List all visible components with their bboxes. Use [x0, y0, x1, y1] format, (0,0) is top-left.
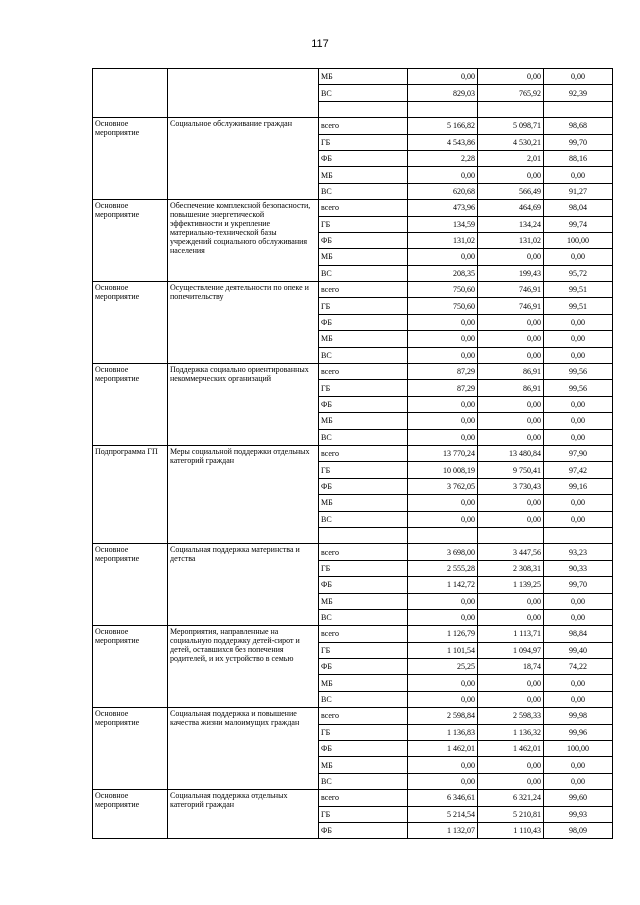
funding-source-cell: ВС [319, 609, 408, 625]
plan-value-cell: 134,59 [408, 216, 478, 232]
program-name-cell: Мероприятия, направленные на социальную поддержку детей-сирот и детей, оставшихся без попечения родителей, и их устройство в семью [168, 626, 319, 708]
percent-cell: 98,68 [544, 118, 613, 134]
funding-source-cell: ВС [319, 183, 408, 199]
percent-cell: 0,00 [544, 675, 613, 691]
plan-value-cell: 0,00 [408, 757, 478, 773]
percent-cell: 98,04 [544, 200, 613, 216]
funding-source-cell: ФБ [319, 741, 408, 757]
plan-value-cell: 1 101,54 [408, 642, 478, 658]
fact-value-cell: 18,74 [478, 659, 544, 675]
percent-cell: 0,00 [544, 331, 613, 347]
plan-value-cell: 4 543,86 [408, 134, 478, 150]
percent-cell: 0,00 [544, 69, 613, 85]
funding-source-cell: МБ [319, 495, 408, 511]
percent-cell: 0,00 [544, 413, 613, 429]
fact-value-cell: 0,00 [478, 495, 544, 511]
percent-cell: 95,72 [544, 265, 613, 281]
program-type-cell: Основное мероприятие [93, 626, 168, 708]
fact-value-cell: 0,00 [478, 757, 544, 773]
fact-value-cell: 0,00 [478, 167, 544, 183]
funding-source-cell: ГБ [319, 298, 408, 314]
plan-value-cell: 0,00 [408, 347, 478, 363]
percent-cell: 97,90 [544, 445, 613, 461]
program-name-cell: Социальная поддержка материнства и детства [168, 544, 319, 626]
funding-source-cell: ВС [319, 265, 408, 281]
percent-cell: 99,56 [544, 380, 613, 396]
plan-value-cell: 1 136,83 [408, 724, 478, 740]
plan-value-cell: 2,28 [408, 150, 478, 166]
table-row [93, 708, 613, 724]
plan-value-cell: 131,02 [408, 232, 478, 248]
funding-source-cell: МБ [319, 675, 408, 691]
funding-source-cell: ГБ [319, 462, 408, 478]
plan-value-cell: 5 214,54 [408, 806, 478, 822]
program-type-cell: Основное мероприятие [93, 708, 168, 790]
program-name-cell: Обеспечение комплексной безопасности, повышение энергетической эффективности и укрепление материально-технической базы учреждений социального обслуживания населения [168, 200, 319, 282]
fact-value-cell: 0,00 [478, 413, 544, 429]
plan-value-cell: 0,00 [408, 675, 478, 691]
percent-cell: 98,84 [544, 626, 613, 642]
funding-source-cell: ВС [319, 691, 408, 707]
percent-cell: 0,00 [544, 495, 613, 511]
fact-value-cell: 0,00 [478, 249, 544, 265]
funding-source-cell [319, 527, 408, 543]
funding-source-cell: всего [319, 544, 408, 560]
plan-value-cell: 1 462,01 [408, 741, 478, 757]
funding-source-cell: ФБ [319, 822, 408, 838]
plan-value-cell: 0,00 [408, 495, 478, 511]
plan-value-cell: 0,00 [408, 593, 478, 609]
percent-cell: 90,33 [544, 560, 613, 576]
funding-source-cell: ГБ [319, 216, 408, 232]
fact-value-cell: 0,00 [478, 314, 544, 330]
program-name-cell: Осуществление деятельности по опеке и попечительству [168, 282, 319, 364]
table-row [93, 626, 613, 642]
fact-value-cell: 0,00 [478, 593, 544, 609]
plan-value-cell: 0,00 [408, 167, 478, 183]
percent-cell: 99,56 [544, 364, 613, 380]
funding-source-cell: ВС [319, 429, 408, 445]
percent-cell: 99,51 [544, 298, 613, 314]
table-row [93, 200, 613, 216]
program-type-cell: Основное мероприятие [93, 364, 168, 446]
program-type-cell [93, 69, 168, 118]
fact-value-cell: 746,91 [478, 282, 544, 298]
fact-value-cell: 0,00 [478, 347, 544, 363]
plan-value-cell: 0,00 [408, 429, 478, 445]
funding-source-cell: всего [319, 626, 408, 642]
program-type-cell: Основное мероприятие [93, 200, 168, 282]
funding-source-cell: ФБ [319, 314, 408, 330]
fact-value-cell: 0,00 [478, 69, 544, 85]
percent-cell: 99,96 [544, 724, 613, 740]
fact-value-cell: 0,00 [478, 675, 544, 691]
funding-source-cell: ФБ [319, 150, 408, 166]
funding-source-cell: МБ [319, 757, 408, 773]
funding-source-cell: МБ [319, 249, 408, 265]
percent-cell: 0,00 [544, 429, 613, 445]
plan-value-cell: 0,00 [408, 69, 478, 85]
fact-value-cell: 2,01 [478, 150, 544, 166]
plan-value-cell: 473,96 [408, 200, 478, 216]
fact-value-cell: 566,49 [478, 183, 544, 199]
fact-value-cell: 2 598,33 [478, 708, 544, 724]
plan-value-cell [408, 101, 478, 117]
funding-source-cell: МБ [319, 69, 408, 85]
plan-value-cell: 3 762,05 [408, 478, 478, 494]
funding-source-cell: ВС [319, 773, 408, 789]
funding-source-cell: ГБ [319, 806, 408, 822]
plan-value-cell: 750,60 [408, 298, 478, 314]
funding-source-cell: всего [319, 364, 408, 380]
table-row [93, 364, 613, 380]
fact-value-cell: 86,91 [478, 380, 544, 396]
program-type-cell: Основное мероприятие [93, 118, 168, 200]
percent-cell: 93,23 [544, 544, 613, 560]
fact-value-cell: 1 113,71 [478, 626, 544, 642]
percent-cell: 0,00 [544, 396, 613, 412]
fact-value-cell: 1 462,01 [478, 741, 544, 757]
table-row [93, 282, 613, 298]
fact-value-cell: 0,00 [478, 609, 544, 625]
budget-table [92, 68, 613, 839]
plan-value-cell: 0,00 [408, 691, 478, 707]
percent-cell: 99,51 [544, 282, 613, 298]
fact-value-cell: 9 750,41 [478, 462, 544, 478]
fact-value-cell: 1 110,43 [478, 822, 544, 838]
percent-cell: 0,00 [544, 609, 613, 625]
plan-value-cell: 0,00 [408, 609, 478, 625]
plan-value-cell: 829,03 [408, 85, 478, 101]
program-type-cell: Подпрограмма ГП [93, 445, 168, 543]
funding-source-cell: всего [319, 282, 408, 298]
plan-value-cell: 0,00 [408, 314, 478, 330]
program-name-cell: Социальная поддержка и повышение качества жизни малоимущих граждан [168, 708, 319, 790]
plan-value-cell: 25,25 [408, 659, 478, 675]
funding-source-cell: ФБ [319, 396, 408, 412]
plan-value-cell: 6 346,61 [408, 790, 478, 806]
percent-cell: 0,00 [544, 773, 613, 789]
percent-cell: 98,09 [544, 822, 613, 838]
percent-cell: 99,70 [544, 134, 613, 150]
percent-cell: 100,00 [544, 232, 613, 248]
percent-cell: 0,00 [544, 347, 613, 363]
funding-source-cell: МБ [319, 413, 408, 429]
percent-cell: 99,16 [544, 478, 613, 494]
funding-source-cell: всего [319, 790, 408, 806]
funding-source-cell: ГБ [319, 724, 408, 740]
funding-source-cell [319, 101, 408, 117]
fact-value-cell: 0,00 [478, 396, 544, 412]
percent-cell: 99,74 [544, 216, 613, 232]
fact-value-cell: 5 098,71 [478, 118, 544, 134]
plan-value-cell: 0,00 [408, 331, 478, 347]
funding-source-cell: МБ [319, 167, 408, 183]
fact-value-cell: 134,24 [478, 216, 544, 232]
fact-value-cell: 746,91 [478, 298, 544, 314]
plan-value-cell: 0,00 [408, 773, 478, 789]
percent-cell: 92,39 [544, 85, 613, 101]
funding-source-cell: ФБ [319, 577, 408, 593]
percent-cell: 99,60 [544, 790, 613, 806]
fact-value-cell: 1 094,97 [478, 642, 544, 658]
plan-value-cell: 2 555,28 [408, 560, 478, 576]
fact-value-cell: 131,02 [478, 232, 544, 248]
plan-value-cell: 1 142,72 [408, 577, 478, 593]
plan-value-cell: 1 126,79 [408, 626, 478, 642]
funding-source-cell: ФБ [319, 478, 408, 494]
plan-value-cell: 13 770,24 [408, 445, 478, 461]
fact-value-cell: 3 730,43 [478, 478, 544, 494]
fact-value-cell: 1 136,32 [478, 724, 544, 740]
percent-cell: 99,98 [544, 708, 613, 724]
percent-cell: 0,00 [544, 167, 613, 183]
program-name-cell: Социальное обслуживание граждан [168, 118, 319, 200]
funding-source-cell: ФБ [319, 232, 408, 248]
plan-value-cell: 87,29 [408, 380, 478, 396]
percent-cell: 74,22 [544, 659, 613, 675]
fact-value-cell: 199,43 [478, 265, 544, 281]
funding-source-cell: ГБ [319, 380, 408, 396]
fact-value-cell: 0,00 [478, 331, 544, 347]
plan-value-cell: 1 132,07 [408, 822, 478, 838]
fact-value-cell: 0,00 [478, 691, 544, 707]
fact-value-cell [478, 527, 544, 543]
plan-value-cell: 5 166,82 [408, 118, 478, 134]
page-number: 117 [311, 38, 329, 50]
percent-cell: 0,00 [544, 757, 613, 773]
fact-value-cell: 765,92 [478, 85, 544, 101]
table-row [93, 544, 613, 560]
program-name-cell: Социальная поддержка отдельных категорий граждан [168, 790, 319, 839]
plan-value-cell: 620,68 [408, 183, 478, 199]
percent-cell: 99,40 [544, 642, 613, 658]
percent-cell: 0,00 [544, 314, 613, 330]
funding-source-cell: ГБ [319, 560, 408, 576]
plan-value-cell: 0,00 [408, 511, 478, 527]
program-name-cell: Поддержка социально ориентированных некоммерческих организаций [168, 364, 319, 446]
funding-source-cell: МБ [319, 593, 408, 609]
fact-value-cell: 0,00 [478, 511, 544, 527]
fact-value-cell: 0,00 [478, 429, 544, 445]
fact-value-cell: 2 308,31 [478, 560, 544, 576]
funding-source-cell: ВС [319, 347, 408, 363]
fact-value-cell: 5 210,81 [478, 806, 544, 822]
percent-cell: 99,93 [544, 806, 613, 822]
fact-value-cell [478, 101, 544, 117]
plan-value-cell: 3 698,00 [408, 544, 478, 560]
funding-source-cell: всего [319, 118, 408, 134]
fact-value-cell: 13 480,84 [478, 445, 544, 461]
funding-source-cell: ФБ [319, 659, 408, 675]
table-row [93, 790, 613, 806]
percent-cell: 97,42 [544, 462, 613, 478]
percent-cell: 88,16 [544, 150, 613, 166]
funding-source-cell: всего [319, 708, 408, 724]
plan-value-cell: 2 598,84 [408, 708, 478, 724]
plan-value-cell: 0,00 [408, 249, 478, 265]
table-row [93, 69, 613, 85]
funding-source-cell: ВС [319, 85, 408, 101]
percent-cell: 0,00 [544, 593, 613, 609]
funding-source-cell: ГБ [319, 642, 408, 658]
table-row [93, 118, 613, 134]
percent-cell: 100,00 [544, 741, 613, 757]
program-type-cell: Основное мероприятие [93, 282, 168, 364]
fact-value-cell: 1 139,25 [478, 577, 544, 593]
fact-value-cell: 0,00 [478, 773, 544, 789]
plan-value-cell: 87,29 [408, 364, 478, 380]
plan-value-cell: 750,60 [408, 282, 478, 298]
plan-value-cell: 0,00 [408, 413, 478, 429]
percent-cell: 99,70 [544, 577, 613, 593]
percent-cell: 0,00 [544, 691, 613, 707]
funding-source-cell: всего [319, 445, 408, 461]
plan-value-cell [408, 527, 478, 543]
funding-source-cell: ГБ [319, 134, 408, 150]
table-row [93, 445, 613, 461]
fact-value-cell: 464,69 [478, 200, 544, 216]
program-name-cell [168, 69, 319, 118]
program-type-cell: Основное мероприятие [93, 544, 168, 626]
funding-source-cell: всего [319, 200, 408, 216]
funding-source-cell: ВС [319, 511, 408, 527]
plan-value-cell: 0,00 [408, 396, 478, 412]
fact-value-cell: 3 447,56 [478, 544, 544, 560]
percent-cell: 0,00 [544, 249, 613, 265]
fact-value-cell: 6 321,24 [478, 790, 544, 806]
program-name-cell: Меры социальной поддержки отдельных категорий граждан [168, 445, 319, 543]
program-type-cell: Основное мероприятие [93, 790, 168, 839]
plan-value-cell: 10 008,19 [408, 462, 478, 478]
percent-cell [544, 527, 613, 543]
plan-value-cell: 208,35 [408, 265, 478, 281]
fact-value-cell: 86,91 [478, 364, 544, 380]
percent-cell [544, 101, 613, 117]
fact-value-cell: 4 530,21 [478, 134, 544, 150]
percent-cell: 0,00 [544, 511, 613, 527]
percent-cell: 91,27 [544, 183, 613, 199]
funding-source-cell: МБ [319, 331, 408, 347]
table-body [93, 69, 613, 839]
